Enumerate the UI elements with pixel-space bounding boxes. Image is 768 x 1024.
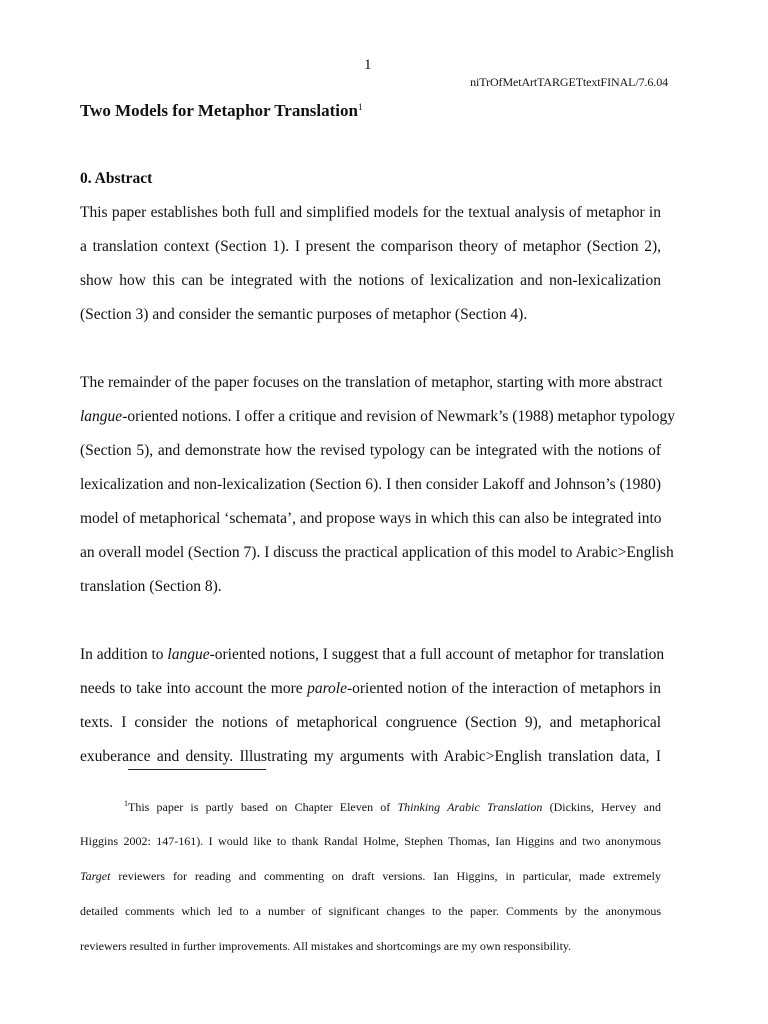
paper-title [80,101,363,121]
footnote-line-1 [124,799,661,815]
paragraph-1-line-1: This paper establishes both full and simplified models for the textual analysis of metaphor in [80,204,661,221]
footnote-line-1-rest: (Dickins, Hervey and [542,800,661,814]
footnote-line-3-rest: reviewers for reading and commenting on draft versions. Ian Higgins, in particular, made extremely [110,869,661,883]
paragraph-2-line-2-rest: -oriented notions. I offer a critique and revision of Newmark’s (1988) metaphor typology [122,408,676,425]
title-footnote-mark: 1 [358,102,363,112]
footnote-separator [128,769,266,770]
paragraph-2-line-7: translation (Section 8). [80,578,222,595]
journal-name: Target [80,869,111,883]
paragraph-2-line-4: lexicalization and non-lexicalization (Section 6). I then consider Lakoff and Johnson’s (1980) [80,476,661,493]
paragraph-2-line-3: (Section 5), and demonstrate how the revised typology can be integrated with the notions of [80,442,661,459]
paragraph-1-line-4: (Section 3) and consider the semantic purposes of metaphor (Section 4). [80,306,528,323]
paragraph-3-line-2 [80,680,661,698]
term-parole: parole [307,680,347,697]
footnote-mark: 1 [124,799,128,808]
paragraph-3-line-4: exuberance and density. Illustrating my arguments with Arabic>English translation data, I [80,748,661,765]
footnote-line-5: reviewers resulted in further improvements. All mistakes and shortcomings are my own responsibility. [80,939,572,953]
paragraph-2-line-2 [80,408,676,426]
page-number: 1 [364,57,372,73]
footnote-line-4: detailed comments which led to a number of significant changes to the paper. Comments by the anonymous [80,904,661,918]
paragraph-3-line-2-rest: -oriented notion of the interaction of metaphors in [346,680,661,697]
paragraph-2-line-6: an overall model (Section 7). I discuss the practical application of this model to Arabic>English [80,544,674,561]
paragraph-3-line-1-pre: In addition to [80,646,168,663]
paragraph-1-line-2: a translation context (Section 1). I present the comparison theory of metaphor (Section 2), [80,238,661,255]
term-langue: langue [80,408,123,425]
term-langue: langue [167,646,210,663]
title-text: Two Models for Metaphor Translation [80,101,358,120]
paragraph-3-line-3: texts. I consider the notions of metaphorical congruence (Section 9), and metaphorical [80,714,661,731]
footnote-line-2: Higgins 2002: 147-161). I would like to thank Randal Holme, Stephen Thomas, Ian Higgins and two anonymous [80,834,661,848]
book-title: Thinking Arabic Translation [397,800,543,814]
paragraph-3-line-2-pre: needs to take into account the more [80,680,308,697]
paragraph-3-line-1 [80,646,665,664]
paragraph-2-line-5: model of metaphorical ‘schemata’, and propose ways in which this can also be integrated into [80,510,662,527]
file-identifier: niTrOfMetArtTARGETtextFINAL/7.6.04 [470,75,668,89]
paragraph-3-line-1-rest: -oriented notions, I suggest that a full account of metaphor for translation [209,646,665,663]
footnote-line-3 [80,869,661,884]
paragraph-1-line-3: show how this can be integrated with the notions of lexicalization and non-lexicalization [80,272,661,289]
section-heading: 0. Abstract [80,170,153,187]
footnote-line-1-pre: This paper is partly based on Chapter Eleven of [128,800,398,814]
paragraph-2-line-1: The remainder of the paper focuses on the translation of metaphor, starting with more abstract [80,374,663,391]
